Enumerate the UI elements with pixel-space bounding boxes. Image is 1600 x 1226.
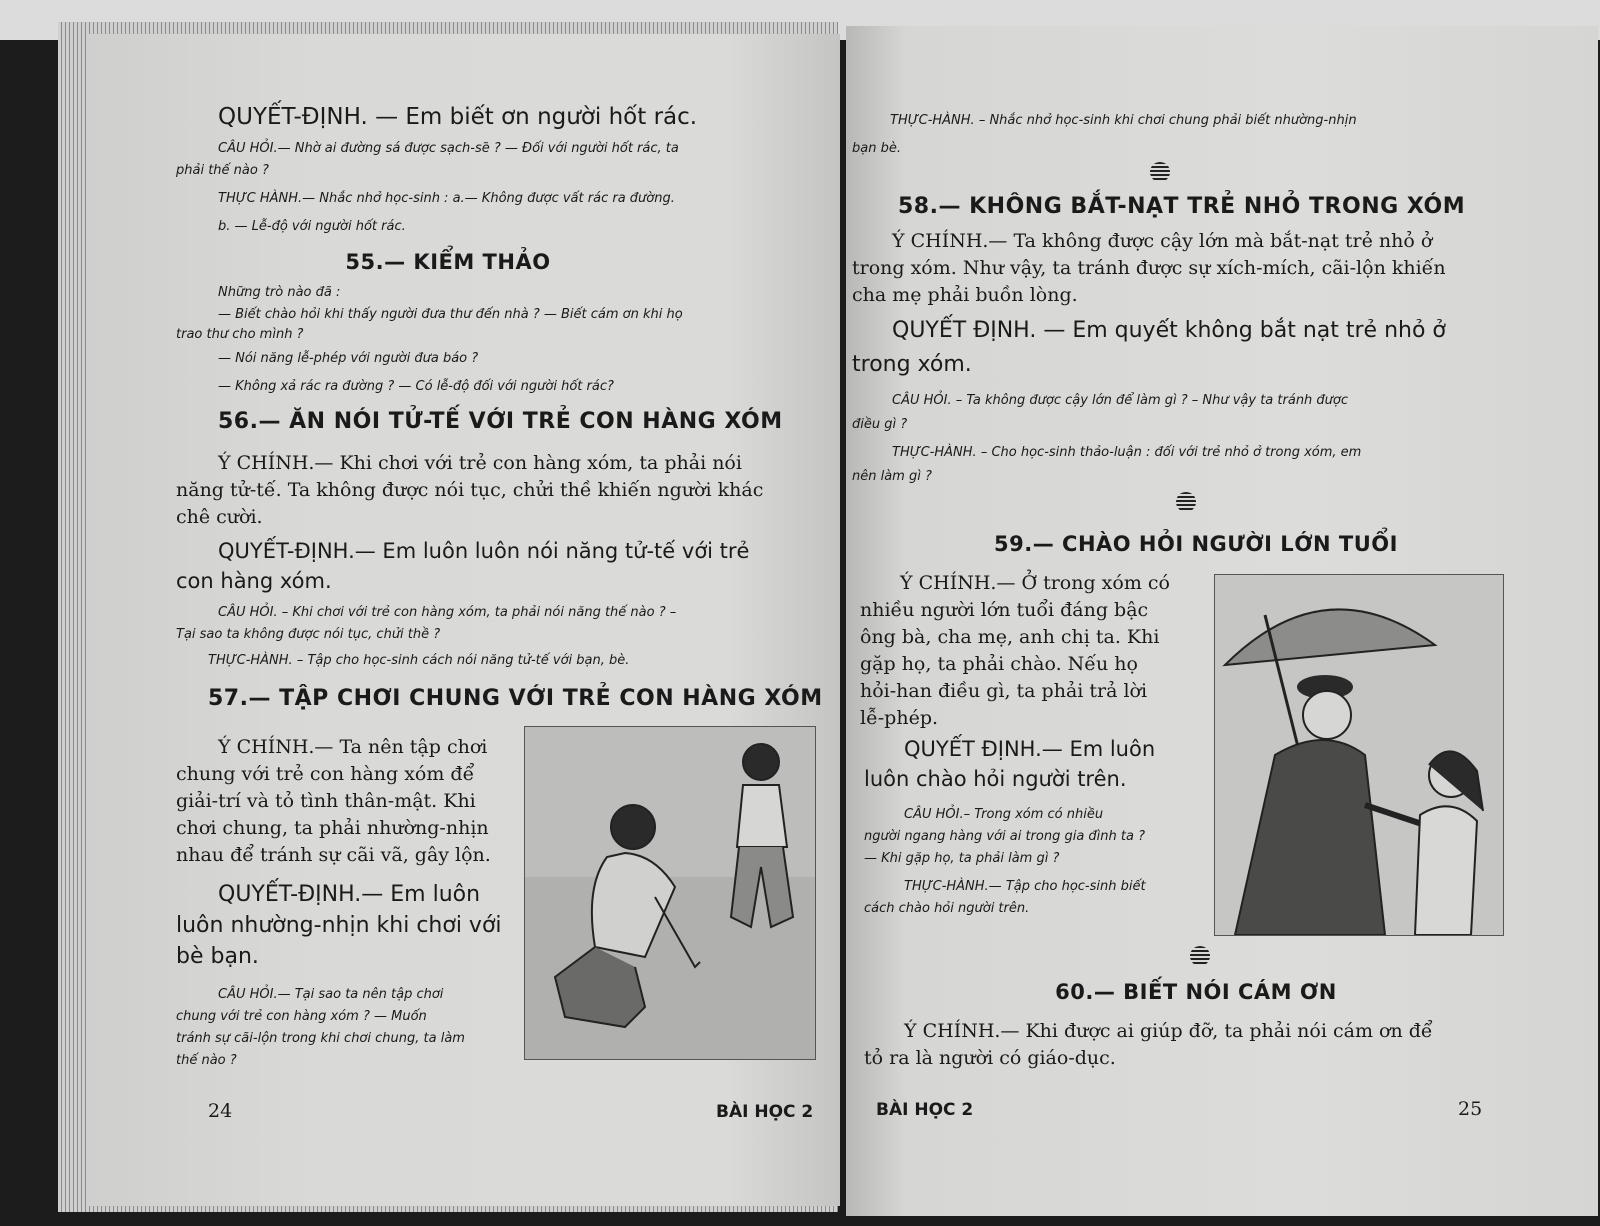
practice-58-line2: nên làm gì ? [852, 469, 932, 484]
heading-58: 58.— KHÔNG BẮT-NẠT TRẺ NHỎ TRONG XÓM [898, 194, 1466, 219]
heading-57: 57.— TẬP CHƠI CHUNG VỚI TRẺ CON HÀNG XÓM [208, 686, 823, 711]
review-line3: — Nói năng lễ-phép với người đưa báo ? [218, 351, 479, 366]
main-idea-58-line3: cha mẹ phải buồn lòng. [852, 284, 1078, 306]
main-idea-60-line1: Ý CHÍNH.— Khi được ai giúp đỡ, ta phải nói cám ơn để [904, 1020, 1433, 1042]
main-idea-59-line: Ý CHÍNH.— Ở trong xóm có [900, 572, 1170, 594]
question-56-line1: CÂU HỎI. – Khi chơi với trẻ con hàng xóm, ta phải nói năng thế nào ? – [218, 605, 677, 620]
decision-58-line2: trong xóm. [852, 352, 972, 377]
decision-59-line: luôn chào hỏi người trên. [864, 767, 1127, 791]
decision-59-line: QUYẾT ĐỊNH.— Em luôn [904, 737, 1156, 761]
question-57-line: thế nào ? [176, 1053, 237, 1068]
main-idea-57-line: Ý CHÍNH.— Ta nên tập chơi [218, 736, 488, 758]
question-57-line: tránh sự cãi-lộn trong khi chơi chung, ta làm [176, 1031, 465, 1046]
question-57-line: chung với trẻ con hàng xóm ? — Muốn [176, 1009, 427, 1024]
question-59-line: người ngang hàng với ai trong gia đình ta ? [864, 829, 1145, 844]
main-idea-59-line: ông bà, cha mẹ, anh chị ta. Khi [860, 626, 1160, 648]
section-divider [1176, 492, 1196, 512]
main-idea-58-line2: trong xóm. Như vậy, ta tránh được sự xích-mích, cãi-lộn khiến [852, 257, 1446, 279]
main-idea-57-line: chung với trẻ con hàng xóm để [176, 763, 475, 785]
decision-57-line: bè bạn. [176, 944, 259, 969]
practice-59 [864, 876, 1204, 920]
practice-57-line1: THỰC-HÀNH. – Nhắc nhở học-sinh khi chơi chung phải biết nhường-nhịn [890, 113, 1357, 128]
footer-right: BÀI HỌC 2 [876, 1100, 974, 1120]
right-page [846, 26, 1598, 1216]
question-58-line1: CÂU HỎI. – Ta không được cậy lớn để làm gì ? – Như vậy ta tránh được [892, 393, 1349, 408]
main-idea-59 [860, 570, 1200, 732]
review-line1: — Biết chào hỏi khi thấy người đưa thư đến nhà ? — Biết cám ơn khi họ [218, 307, 683, 322]
question-57 [176, 984, 516, 1072]
main-idea-56-line3: chê cười. [176, 506, 263, 528]
main-idea-56-line2: năng tử-tế. Ta không được nói tục, chửi thề khiến người khác [176, 479, 764, 501]
page-number-left: 24 [208, 1100, 233, 1122]
practice-59-line: THỰC-HÀNH.— Tập cho học-sinh biết [904, 879, 1146, 894]
question-59-line: — Khi gặp họ, ta phải làm gì ? [864, 851, 1060, 866]
decision-56-line2: con hàng xóm. [176, 569, 332, 593]
section-divider [1190, 946, 1210, 966]
main-idea-60-line2: tỏ ra là người có giáo-dục. [864, 1047, 1116, 1069]
decision-57 [176, 879, 506, 972]
decision-59 [864, 734, 1204, 794]
main-idea-59-line: hỏi-han điều gì, ta phải trả lời [860, 680, 1148, 702]
decision-57-line: luôn nhường-nhịn khi chơi với [176, 913, 502, 938]
main-idea-57 [176, 734, 506, 869]
question-59 [864, 804, 1204, 870]
footer-left: BÀI HỌC 2 [716, 1102, 814, 1122]
question-59-line: CÂU HỎI.– Trong xóm có nhiều [904, 807, 1104, 822]
elder-greeting-illustration [1214, 574, 1504, 936]
main-idea-58-line1: Ý CHÍNH.— Ta không được cậy lớn mà bắt-nạt trẻ nhỏ ở [892, 230, 1433, 252]
review-intro: Những trò nào đã : [218, 285, 341, 300]
decision-54: QUYẾT-ĐỊNH. — Em biết ơn người hốt rác. [218, 104, 698, 130]
heading-55: 55.— KIỂM THẢO [345, 250, 551, 274]
main-idea-57-line: chơi chung, ta phải nhường-nhịn [176, 817, 489, 839]
heading-56: 56.— ĂN NÓI TỬ-TẾ VỚI TRẺ CON HÀNG XÓM [218, 409, 783, 434]
review-line2: trao thư cho mình ? [176, 327, 304, 342]
practice-57-line2: bạn bè. [852, 141, 901, 156]
question-58-line2: điều gì ? [852, 417, 908, 432]
left-page [88, 34, 840, 1206]
main-idea-59-line: gặp họ, ta phải chào. Nếu họ [860, 653, 1138, 675]
practice-58-line1: THỰC-HÀNH. – Cho học-sinh thảo-luận : đối với trẻ nhỏ ở trong xóm, em [892, 445, 1362, 460]
main-idea-59-line: lễ-phép. [860, 707, 939, 729]
question-57-line: CÂU HỎI.— Tại sao ta nên tập chơi [218, 987, 444, 1002]
question-54-line2: phải thế nào ? [176, 163, 269, 178]
heading-59: 59.— CHÀO HỎI NGƯỜI LỚN TUỔI [994, 532, 1398, 556]
practice-56: THỰC-HÀNH. – Tập cho học-sinh cách nói năng tử-tế với bạn, bè. [208, 653, 630, 668]
decision-56-line1: QUYẾT-ĐỊNH.— Em luôn luôn nói năng tử-tế với trẻ [218, 539, 750, 563]
section-divider [1150, 162, 1170, 182]
practice-54-line1: THỰC HÀNH.— Nhắc nhở học-sinh : a.— Không được vất rác ra đường. [218, 191, 675, 206]
page-number-right: 25 [1458, 1098, 1483, 1120]
boys-playing-drawing [525, 727, 815, 1059]
main-idea-57-line: nhau để tránh sự cãi vã, gây lộn. [176, 844, 491, 866]
practice-59-line: cách chào hỏi người trên. [864, 901, 1030, 916]
main-idea-56-line1: Ý CHÍNH.— Khi chơi với trẻ con hàng xóm, ta phải nói [218, 452, 742, 474]
question-56-line2: Tại sao ta không được nói tục, chửi thề ? [176, 627, 441, 642]
main-idea-57-line: giải-trí và tỏ tình thân-mật. Khi [176, 790, 476, 812]
boys-playing-illustration [524, 726, 816, 1060]
decision-58-line1: QUYẾT ĐỊNH. — Em quyết không bắt nạt trẻ nhỏ ở [892, 318, 1446, 343]
review-line4: — Không xả rác ra đường ? — Có lễ-độ đối với người hốt rác? [218, 379, 614, 394]
main-idea-59-line: nhiều người lớn tuổi đáng bậc [860, 599, 1149, 621]
practice-54-line2: b. — Lễ-độ với người hốt rác. [218, 219, 406, 234]
question-54-line1: CÂU HỎI.— Nhờ ai đường sá được sạch-sẽ ? — Đối với người hốt rác, ta [218, 141, 679, 156]
heading-60: 60.— BIẾT NÓI CÁM ƠN [1055, 980, 1337, 1004]
elder-greeting-drawing [1215, 575, 1503, 935]
decision-57-line: QUYẾT-ĐỊNH.— Em luôn [218, 882, 481, 907]
